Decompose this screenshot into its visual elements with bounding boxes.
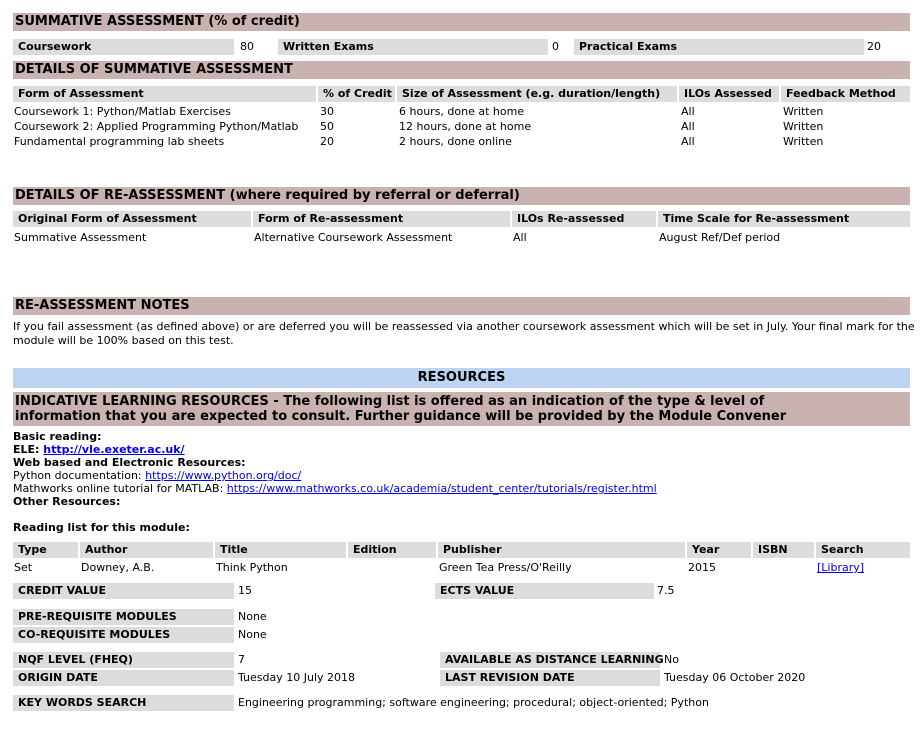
reassessment-notes-title: RE-ASSESSMENT NOTES <box>13 297 910 315</box>
table-cell: All <box>681 105 695 118</box>
reading-header-year: Year <box>687 542 751 558</box>
distance-learning-value: No <box>664 653 679 666</box>
prerequisite-value: None <box>238 610 267 623</box>
ects-value-label: ECTS VALUE <box>435 583 654 599</box>
details-header-size: Size of Assessment (e.g. duration/length) <box>397 86 677 102</box>
basic-reading-label: Basic reading: <box>13 430 102 443</box>
reading-header-search: Search <box>816 542 910 558</box>
details-header-form: Form of Assessment <box>13 86 316 102</box>
origin-date-value: Tuesday 10 July 2018 <box>238 671 356 684</box>
table-cell: Written <box>783 105 824 118</box>
table-cell: All <box>681 120 695 133</box>
matlab-link[interactable]: https://www.mathworks.co.uk/academia/student_center/tutorials/register.html <box>226 482 657 495</box>
practical-exams-value: 20 <box>867 40 881 53</box>
ele-link[interactable]: http://vle.exeter.ac.uk/ <box>43 443 185 456</box>
reading-header-edition: Edition <box>348 542 436 558</box>
table-cell: 50 <box>320 120 334 133</box>
indicative-line-2: information that you are expected to consult. Further guidance will be provided by the Module Convener <box>15 409 787 424</box>
table-cell: Summative Assessment <box>14 231 147 244</box>
table-cell: Coursework 2: Applied Programming Python/Matlab <box>14 120 299 133</box>
details-header-ilos: ILOs Assessed <box>679 86 779 102</box>
table-cell: 6 hours, done at home <box>399 105 525 118</box>
details-header-credit: % of Credit <box>318 86 395 102</box>
origin-date-label: ORIGIN DATE <box>13 670 234 686</box>
practical-exams-label: Practical Exams <box>574 39 864 55</box>
reading-header-type: Type <box>13 542 78 558</box>
ele-label: ELE: <box>13 443 40 456</box>
table-cell: All <box>513 231 527 244</box>
table-cell: 30 <box>320 105 334 118</box>
written-exams-label: Written Exams <box>278 39 548 55</box>
credit-value-label: CREDIT VALUE <box>13 583 234 599</box>
python-doc-link[interactable]: https://www.python.org/doc/ <box>145 469 302 482</box>
details-header-feedback: Feedback Method <box>781 86 910 102</box>
table-cell: All <box>681 135 695 148</box>
distance-learning-label: AVAILABLE AS DISTANCE LEARNING <box>440 652 660 668</box>
credit-value: 15 <box>238 584 252 597</box>
table-cell: Coursework 1: Python/Matlab Exercises <box>14 105 231 118</box>
table-cell: 2015 <box>688 561 716 574</box>
indicative-band <box>13 392 910 426</box>
last-revision-label: LAST REVISION DATE <box>440 670 660 686</box>
table-cell: 12 hours, done at home <box>399 120 532 133</box>
table-cell: Alternative Coursework Assessment <box>254 231 453 244</box>
summative-title: SUMMATIVE ASSESSMENT (% of credit) <box>13 13 910 31</box>
python-doc-label: Python documentation: <box>13 469 142 482</box>
web-resources-label: Web based and Electronic Resources: <box>13 456 246 469</box>
table-cell: Written <box>783 120 824 133</box>
reassess-header-ilos: ILOs Re-assessed <box>512 211 656 227</box>
python-doc-line <box>13 469 301 483</box>
prerequisite-label: PRE-REQUISITE MODULES <box>13 609 234 625</box>
table-cell: Think Python <box>216 561 288 574</box>
table-cell: August Ref/Def period <box>659 231 781 244</box>
table-cell: 20 <box>320 135 334 148</box>
reassessment-title: DETAILS OF RE-ASSESSMENT (where required by referral or deferral) <box>13 187 910 205</box>
corequisite-value: None <box>238 628 267 641</box>
resources-title: RESOURCES <box>13 368 910 388</box>
table-cell: Downey, A.B. <box>81 561 155 574</box>
keywords-label: KEY WORDS SEARCH <box>13 695 234 711</box>
corequisite-label: CO-REQUISITE MODULES <box>13 627 234 643</box>
table-cell: 2 hours, done online <box>399 135 512 148</box>
table-cell: Green Tea Press/O'Reilly <box>439 561 572 574</box>
reassess-header-form: Form of Re-assessment <box>253 211 510 227</box>
notes-line-1: If you fail assessment (as defined above) or are deferred you will be reassessed via another coursework assessment which will be set in July. Your final mark for the <box>13 320 915 333</box>
nqf-level-label: NQF LEVEL (FHEQ) <box>13 652 234 668</box>
ele-line <box>13 443 185 457</box>
indicative-line-1: INDICATIVE LEARNING RESOURCES - The following list is offered as an indication of the type & level of <box>15 394 765 409</box>
matlab-label: Mathworks online tutorial for MATLAB: <box>13 482 224 495</box>
keywords-value: Engineering programming; software engineering; procedural; object-oriented; Python <box>238 696 709 709</box>
last-revision-value: Tuesday 06 October 2020 <box>664 671 806 684</box>
reassess-header-original: Original Form of Assessment <box>13 211 251 227</box>
details-title: DETAILS OF SUMMATIVE ASSESSMENT <box>13 61 910 79</box>
other-resources-label: Other Resources: <box>13 495 121 508</box>
matlab-line <box>13 482 657 496</box>
notes-line-2: module will be 100% based on this test. <box>13 334 234 347</box>
coursework-value: 80 <box>240 40 254 53</box>
reading-header-title: Title <box>215 542 346 558</box>
nqf-level-value: 7 <box>238 653 245 666</box>
table-cell: Set <box>14 561 33 574</box>
reading-list-label: Reading list for this module: <box>13 521 190 534</box>
reading-header-isbn: ISBN <box>753 542 814 558</box>
reassess-header-timescale: Time Scale for Re-assessment <box>658 211 910 227</box>
reading-header-publisher: Publisher <box>438 542 685 558</box>
table-cell: Written <box>783 135 824 148</box>
table-cell: Fundamental programming lab sheets <box>14 135 225 148</box>
written-exams-value: 0 <box>552 40 559 53</box>
ects-value: 7.5 <box>657 584 675 597</box>
coursework-label: Coursework <box>13 39 234 55</box>
reading-header-author: Author <box>80 542 213 558</box>
library-search-link[interactable]: [Library] <box>817 561 865 574</box>
